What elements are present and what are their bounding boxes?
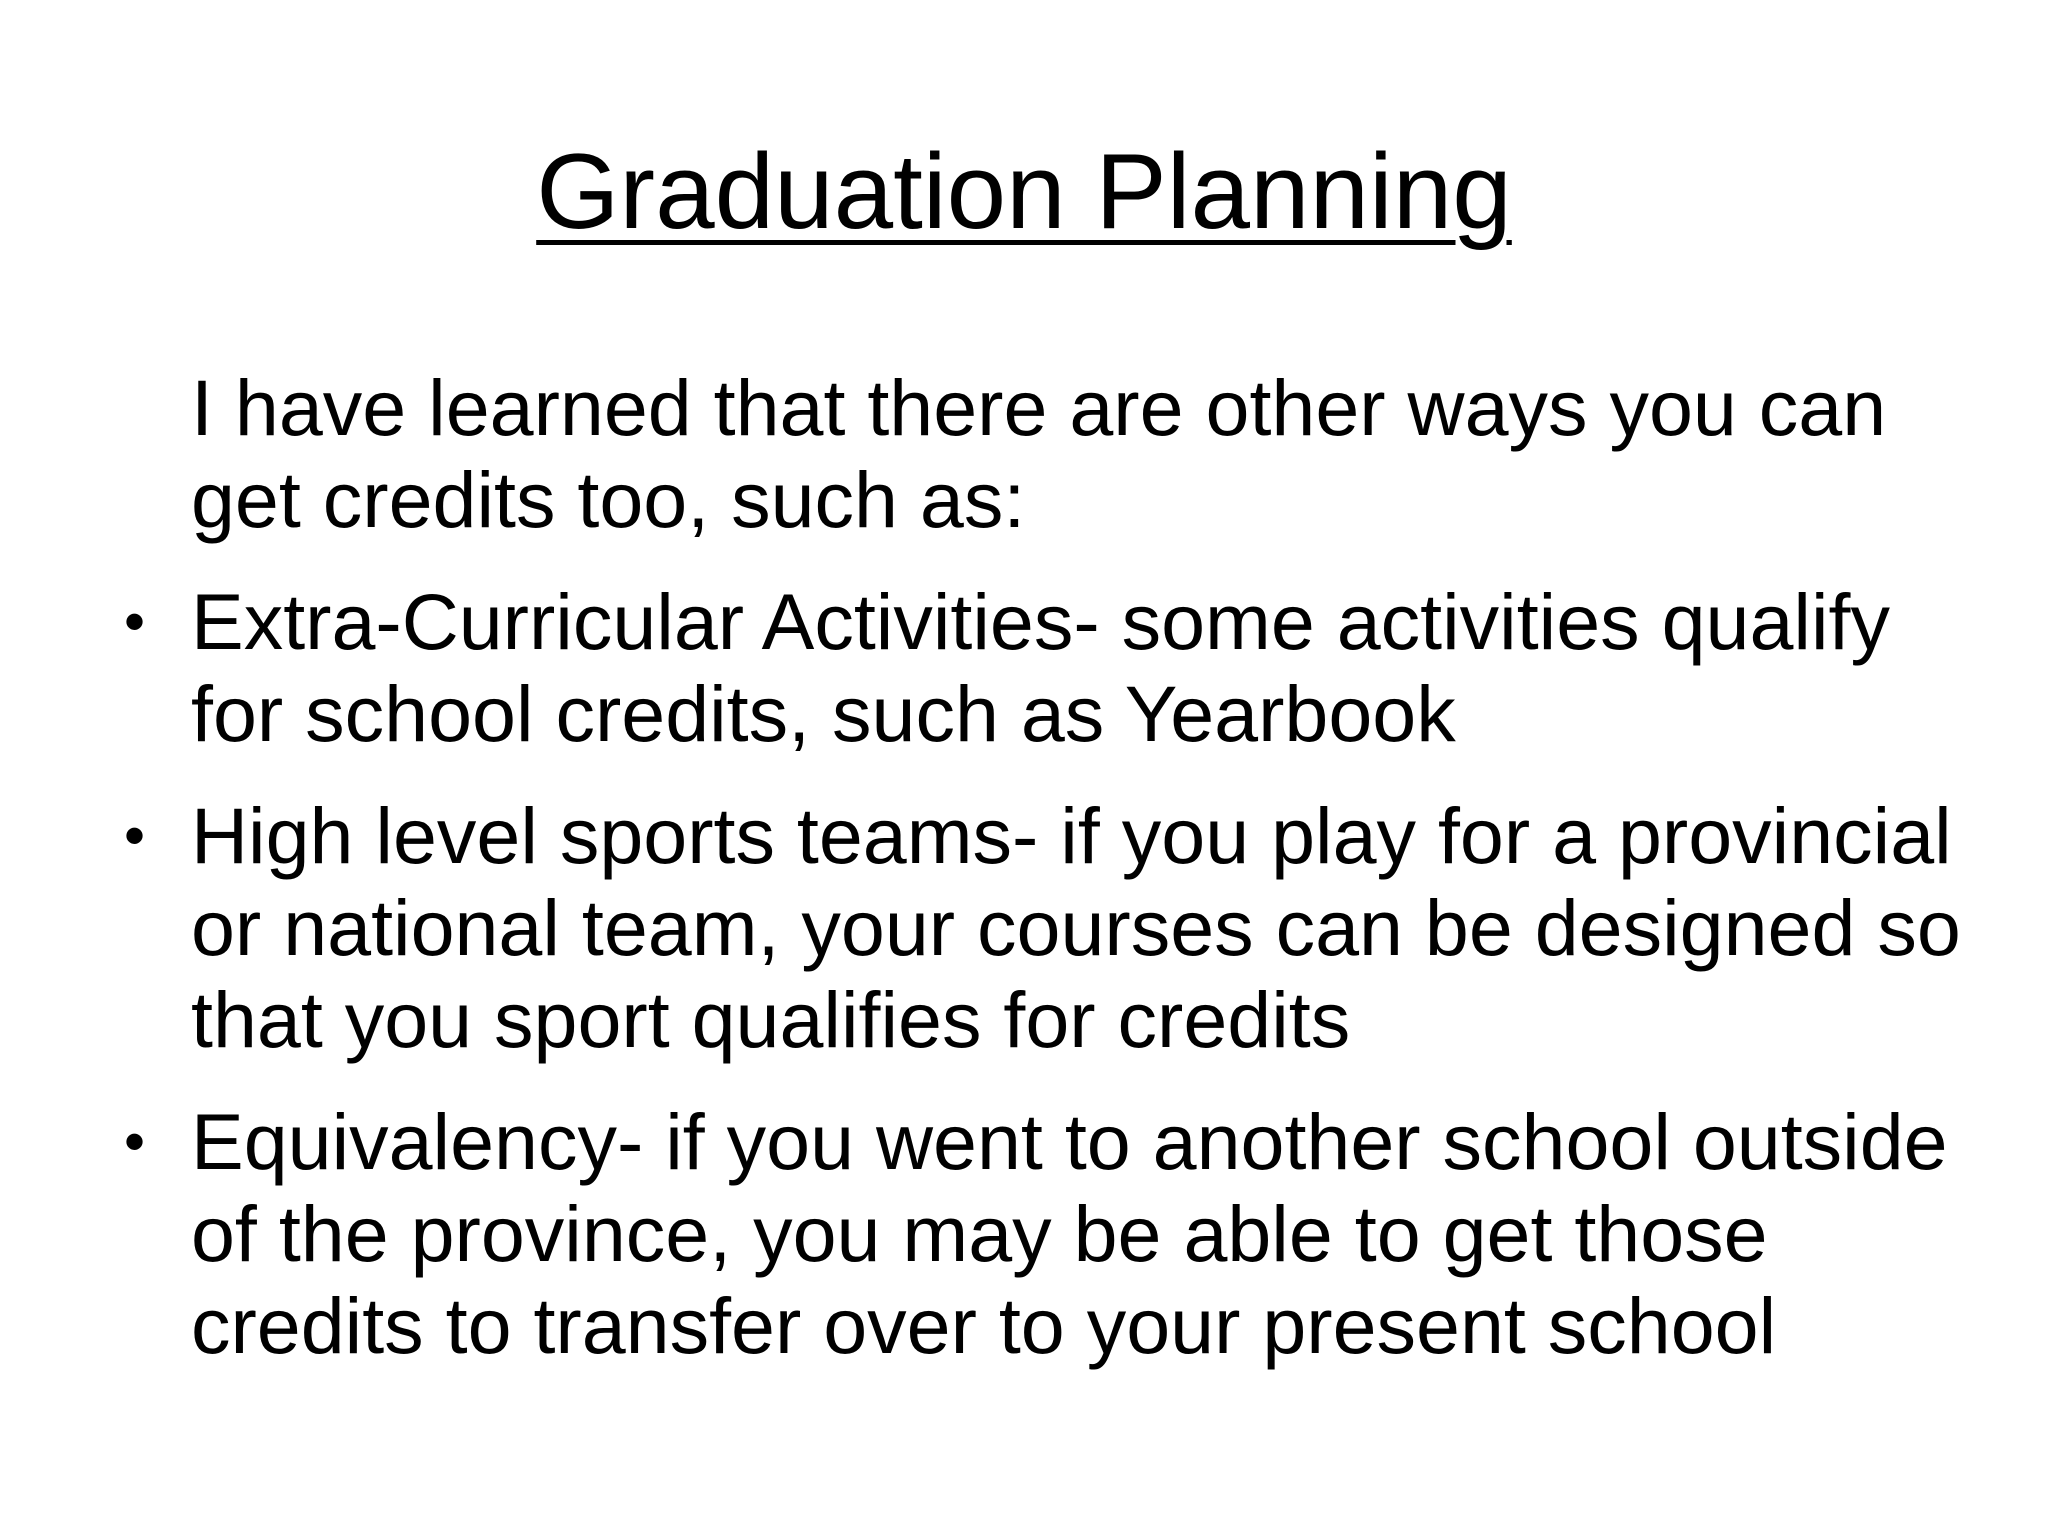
bullet-list [0,576,2048,1372]
slide-title [0,126,2048,256]
bullet-text: High level sports teams- if you play for a provincial or national team, your courses can be designed so that you sport qualifies for credits [191,791,1961,1064]
bullet-item [124,790,1961,1066]
bullet-dot-icon: • [124,1108,146,1175]
bullet-text: Equivalency- if you went to another school outside of the province, you may be able to get those credits to transfer over to your present school [191,1097,1948,1370]
slide-body [0,362,2048,1372]
bullet-dot-icon: • [124,802,146,869]
bullet-item [124,1096,1961,1372]
bullet-item [124,576,1961,760]
bullet-dot-icon: • [124,588,146,655]
bullet-text: Extra-Curricular Activities- some activities qualify for school credits, such as Yearbook [191,577,1890,758]
slide-title-text: Graduation Planning [536,131,1512,251]
intro-paragraph: I have learned that there are other ways you can get credits too, such as: [191,363,1887,544]
